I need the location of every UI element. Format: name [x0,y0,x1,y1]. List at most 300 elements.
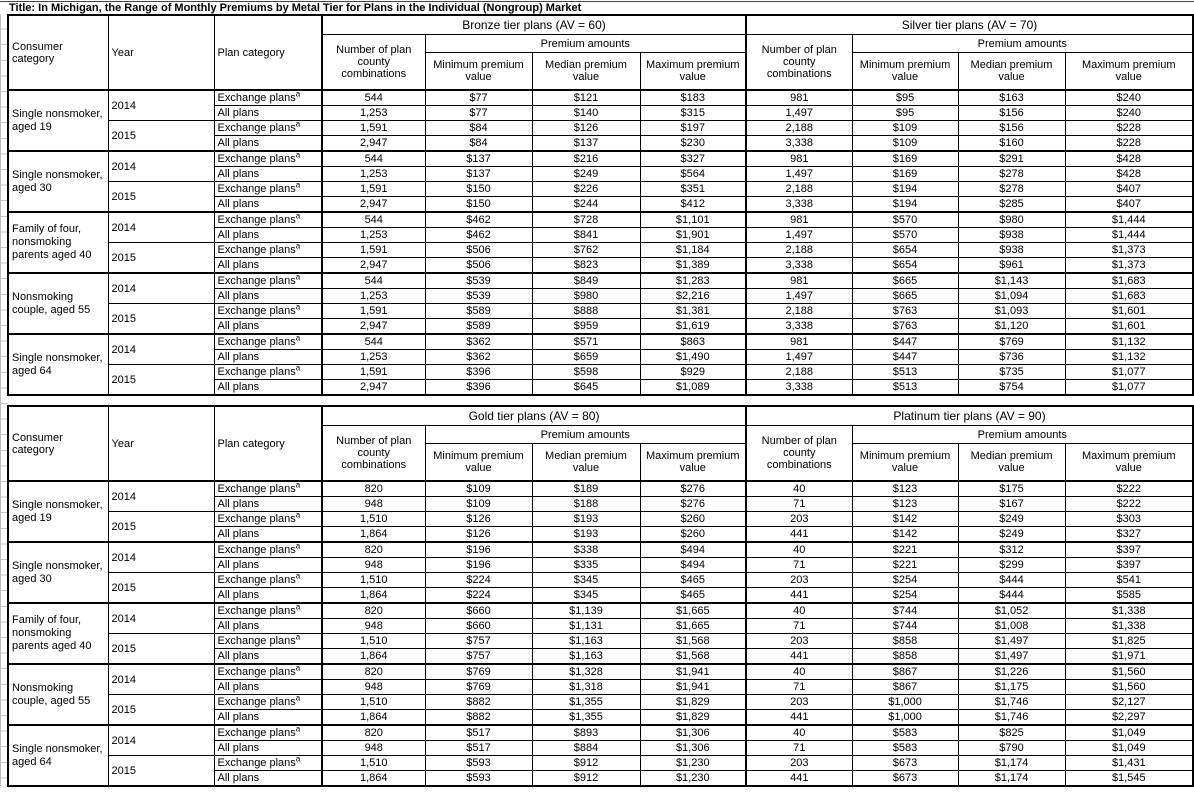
premium-value-cell: $863 [640,334,746,350]
premium-value-cell: $196 [425,542,532,558]
premium-value-cell: $858 [852,634,958,649]
combinations-value-cell: 71 [746,741,852,756]
plan-category-cell [214,512,322,527]
footnote-marker: a [295,90,301,99]
premium-value-cell: $1,568 [640,634,746,649]
plan-category-label: All plans [217,107,260,119]
premium-value-cell: $884 [532,741,640,756]
premium-value-cell: $654 [852,258,958,274]
combinations-value-cell: 1,253 [322,106,425,121]
plan-category-cell [214,197,322,213]
premium-value-cell: $1,230 [640,756,746,771]
premium-value-cell: $77 [425,106,532,121]
header-maximum-premium: Maximum premium value [640,444,746,482]
header-premium-amounts: Premium amounts [425,35,746,53]
footnote-marker: a [295,694,301,703]
consumer-category-cell: Single nonsmoker, aged 64 [8,334,108,395]
combinations-value-cell: 544 [322,90,425,106]
premium-value-cell: $140 [532,106,640,121]
plan-category-label: All plans [217,559,260,571]
premium-value-cell: $137 [425,151,532,167]
plan-category-cell [214,350,322,365]
premium-value-cell: $1,094 [958,289,1065,304]
plan-category-label: All plans [217,498,260,510]
premium-value-cell: $1,568 [640,649,746,665]
premium-value-cell: $428 [1065,151,1193,167]
year-cell: 2014 [108,212,214,243]
plan-category-label: All plans [217,137,260,149]
premium-value-cell: $1,381 [640,304,746,319]
footnote-marker: a [295,334,301,343]
plan-category-cell [214,619,322,634]
year-cell: 2014 [108,90,214,121]
premium-value-cell: $335 [532,558,640,573]
document-title: Title: In Michigan, the Range of Monthly Premiums by Metal Tier for Plans in the Individual (Nongroup) Market [9,2,582,14]
footnote-marker: a [295,273,301,282]
premium-value-cell: $126 [425,512,532,527]
premium-value-cell: $1,139 [532,603,640,619]
combinations-value-cell: 948 [322,558,425,573]
premium-value-cell: $84 [425,136,532,152]
premium-value-cell: $396 [425,365,532,380]
combinations-value-cell: 71 [746,680,852,695]
combinations-value-cell: 948 [322,619,425,634]
premium-value-cell: $462 [425,212,532,228]
plan-category-label: Exchange plans [217,483,296,495]
plan-category-cell [214,212,322,228]
premium-value-cell: $126 [532,121,640,136]
premium-value-cell: $912 [532,771,640,787]
premium-value-cell: $1,049 [1065,725,1193,741]
combinations-value-cell: 2,947 [322,197,425,213]
combinations-value-cell: 1,497 [746,228,852,243]
premium-value-cell: $673 [852,771,958,787]
plan-category-cell [214,365,322,380]
premium-value-cell: $407 [1065,197,1193,213]
combinations-value-cell: 948 [322,741,425,756]
premium-value-cell: $912 [532,756,640,771]
premium-value-cell: $1,338 [1065,603,1193,619]
combinations-value-cell: 1,497 [746,350,852,365]
premium-value-cell: $757 [425,634,532,649]
plan-category-cell [214,634,322,649]
premium-value-cell: $167 [958,497,1065,512]
premium-value-cell: $1,163 [532,634,640,649]
year-cell: 2015 [108,304,214,335]
premium-value-cell: $1,683 [1065,273,1193,289]
plan-category-label: Exchange plans [217,666,296,678]
combinations-value-cell: 441 [746,710,852,726]
plan-category-cell [214,497,322,512]
consumer-category-cell: Single nonsmoker, aged 64 [8,725,108,786]
combinations-value-cell: 1,253 [322,289,425,304]
premium-value-cell: $428 [1065,167,1193,182]
header-combinations: Number of plan county combinations [746,426,852,482]
premium-value-cell: $1,077 [1065,380,1193,396]
premium-value-cell: $1,000 [852,695,958,710]
premium-value-cell: $1,328 [532,664,640,680]
premium-value-cell: $447 [852,334,958,350]
combinations-value-cell: 1,253 [322,228,425,243]
year-cell: 2014 [108,725,214,756]
combinations-value-cell: 441 [746,771,852,787]
plan-category-cell [214,319,322,335]
premium-value-cell: $506 [425,243,532,258]
premium-value-cell: $1,560 [1065,680,1193,695]
premium-value-cell: $285 [958,197,1065,213]
combinations-value-cell: 1,591 [322,182,425,197]
premium-value-cell: $1,230 [640,771,746,787]
premium-value-cell: $1,497 [958,649,1065,665]
table-row [8,725,1193,741]
combinations-value-cell: 544 [322,334,425,350]
footnote-marker: a [295,364,301,373]
premium-value-cell: $513 [852,365,958,380]
footnote-marker: a [295,511,301,520]
combinations-value-cell: 40 [746,664,852,680]
premium-value-cell: $123 [852,481,958,497]
plan-category-cell [214,741,322,756]
premium-value-cell: $882 [425,710,532,726]
combinations-value-cell: 1,253 [322,167,425,182]
table-row [8,664,1193,680]
premium-value-cell: $570 [852,228,958,243]
premium-value-cell: $790 [958,741,1065,756]
premium-value-cell: $327 [1065,527,1193,543]
header-median-premium: Median premium value [958,444,1065,482]
premium-value-cell: $95 [852,90,958,106]
plan-category-cell [214,664,322,680]
premium-value-cell: $539 [425,289,532,304]
premium-value-cell: $291 [958,151,1065,167]
combinations-value-cell: 2,188 [746,243,852,258]
header-median-premium: Median premium value [958,53,1065,91]
combinations-value-cell: 948 [322,680,425,695]
plan-category-cell [214,334,322,350]
premium-value-cell: $494 [640,542,746,558]
premium-value-cell: $276 [640,497,746,512]
consumer-category-cell: Single nonsmoker, aged 30 [8,542,108,603]
header-consumer-category: Consumer category [8,15,108,90]
header-year: Year [108,406,214,481]
premium-value-cell: $517 [425,741,532,756]
plan-category-cell [214,649,322,665]
premium-value-cell: $589 [425,304,532,319]
combinations-value-cell: 71 [746,558,852,573]
premium-value-cell: $1,049 [1065,741,1193,756]
premium-value-cell: $1,163 [532,649,640,665]
premium-value-cell: $598 [532,365,640,380]
plan-category-cell [214,527,322,543]
premium-value-cell: $1,389 [640,258,746,274]
premium-value-cell: $1,373 [1065,258,1193,274]
plan-category-label: Exchange plans [217,727,296,739]
premium-value-cell: $893 [532,725,640,741]
header-minimum-premium: Minimum premium value [852,444,958,482]
premium-value-cell: $278 [958,182,1065,197]
premium-value-cell: $465 [640,588,746,604]
table-row [8,634,1193,649]
plan-category-label: All plans [217,681,260,693]
premium-value-cell: $121 [532,90,640,106]
combinations-value-cell: 1,510 [322,756,425,771]
header-combinations: Number of plan county combinations [322,35,425,91]
combinations-value-cell: 203 [746,695,852,710]
header-median-premium: Median premium value [532,53,640,91]
year-cell: 2015 [108,121,214,152]
premium-value-cell: $1,355 [532,710,640,726]
premium-value-cell: $226 [532,182,640,197]
table-row [8,304,1193,319]
premium-value-cell: $278 [958,167,1065,182]
premium-value-cell: $276 [640,481,746,497]
premium-value-cell: $959 [532,319,640,335]
plan-category-label: Exchange plans [217,605,296,617]
header-maximum-premium: Maximum premium value [640,53,746,91]
premium-value-cell: $841 [532,228,640,243]
premium-value-cell: $397 [1065,542,1193,558]
premium-value-cell: $228 [1065,136,1193,152]
footnote-marker: a [295,755,301,764]
table-row [8,334,1193,350]
premium-value-cell: $754 [958,380,1065,396]
premium-value-cell: $109 [852,121,958,136]
premium-value-cell: $1,601 [1065,319,1193,335]
premium-value-cell: $156 [958,106,1065,121]
plan-category-cell [214,182,322,197]
plan-category-label: Exchange plans [217,305,296,317]
consumer-category-cell: Single nonsmoker, aged 19 [8,481,108,542]
plan-category-label: All plans [217,650,260,662]
premium-value-cell: $362 [425,334,532,350]
premium-value-cell: $1,545 [1065,771,1193,787]
plan-category-label: Exchange plans [217,183,296,195]
table-row [8,273,1193,289]
premium-value-cell: $109 [425,497,532,512]
premium-value-cell: $150 [425,182,532,197]
combinations-value-cell: 820 [322,603,425,619]
consumer-category-cell: Family of four, nonsmoking parents aged 40 [8,212,108,273]
header-minimum-premium: Minimum premium value [425,444,532,482]
premium-value-cell: $193 [532,512,640,527]
premium-value-cell: $763 [852,319,958,335]
combinations-value-cell: 544 [322,273,425,289]
year-cell: 2015 [108,695,214,726]
combinations-value-cell: 820 [322,664,425,680]
premium-value-cell: $593 [425,756,532,771]
combinations-value-cell: 3,338 [746,380,852,396]
premium-value-cell: $1,120 [958,319,1065,335]
plan-category-label: Exchange plans [217,214,296,226]
plan-category-cell [214,695,322,710]
premium-value-cell: $175 [958,481,1065,497]
premium-value-cell: $1,175 [958,680,1065,695]
plan-category-label: All plans [217,168,260,180]
combinations-value-cell: 1,253 [322,350,425,365]
year-cell: 2014 [108,542,214,573]
year-cell: 2014 [108,664,214,695]
premium-value-cell: $444 [958,588,1065,604]
header-maximum-premium: Maximum premium value [1065,444,1193,482]
premium-value-cell: $183 [640,90,746,106]
plan-category-label: Exchange plans [217,92,296,104]
premium-value-cell: $1,052 [958,603,1065,619]
premium-value-cell: $1,318 [532,680,640,695]
premium-value-cell: $221 [852,558,958,573]
premium-value-cell: $938 [958,228,1065,243]
premium-value-cell: $1,901 [640,228,746,243]
premium-value-cell: $506 [425,258,532,274]
table-row [8,481,1193,497]
year-cell: 2015 [108,756,214,787]
combinations-value-cell: 441 [746,588,852,604]
premium-value-cell: $327 [640,151,746,167]
combinations-value-cell: 981 [746,151,852,167]
premium-value-cell: $517 [425,725,532,741]
premium-value-cell: $221 [852,542,958,558]
premium-value-cell: $763 [852,304,958,319]
combinations-value-cell: 1,510 [322,695,425,710]
table-row [8,756,1193,771]
premium-value-cell: $260 [640,512,746,527]
plan-category-label: All plans [217,711,260,723]
plan-category-label: All plans [217,229,260,241]
premium-value-cell: $1,306 [640,741,746,756]
tier-header-bronze: Bronze tier plans (AV = 60) [322,15,746,35]
combinations-value-cell: 1,864 [322,710,425,726]
premium-value-cell: $362 [425,350,532,365]
premium-value-cell: $888 [532,304,640,319]
plan-category-label: All plans [217,320,260,332]
premium-value-cell: $254 [852,573,958,588]
plan-category-cell [214,558,322,573]
plan-category-label: Exchange plans [217,757,296,769]
premium-value-cell: $462 [425,228,532,243]
plan-category-cell [214,481,322,497]
premium-value-cell: $645 [532,380,640,396]
premium-value-cell: $938 [958,243,1065,258]
footnote-marker: a [295,181,301,190]
header-premium-amounts: Premium amounts [425,426,746,444]
header-plan-category: Plan category [214,15,322,90]
header-minimum-premium: Minimum premium value [852,53,958,91]
consumer-category-cell: Nonsmoking couple, aged 55 [8,273,108,334]
footnote-marker: a [295,212,301,221]
combinations-value-cell: 820 [322,542,425,558]
premium-value-cell: $189 [532,481,640,497]
premium-value-cell: $744 [852,603,958,619]
header-premium-amounts: Premium amounts [852,35,1193,53]
plan-category-label: All plans [217,290,260,302]
premium-value-cell: $465 [640,573,746,588]
premium-value-cell: $1,131 [532,619,640,634]
premium-value-cell: $1,431 [1065,756,1193,771]
combinations-value-cell: 1,591 [322,304,425,319]
header-maximum-premium: Maximum premium value [1065,53,1193,91]
header-year: Year [108,15,214,90]
premium-value-cell: $769 [425,664,532,680]
combinations-value-cell: 2,947 [322,380,425,396]
plan-category-cell [214,121,322,136]
table-row [8,90,1193,106]
plan-category-label: Exchange plans [217,513,296,525]
year-cell: 2014 [108,603,214,634]
consumer-category-cell: Single nonsmoker, aged 19 [8,90,108,151]
combinations-value-cell: 1,510 [322,573,425,588]
premium-value-cell: $299 [958,558,1065,573]
combinations-value-cell: 2,947 [322,258,425,274]
combinations-value-cell: 203 [746,634,852,649]
premium-value-cell: $156 [958,121,1065,136]
premium-value-cell: $654 [852,243,958,258]
plan-category-cell [214,289,322,304]
combinations-value-cell: 40 [746,481,852,497]
premium-value-cell: $1,746 [958,695,1065,710]
combinations-value-cell: 1,510 [322,634,425,649]
premium-value-cell: $728 [532,212,640,228]
premium-value-cell: $882 [425,695,532,710]
premium-value-cell: $1,355 [532,695,640,710]
premium-value-cell: $1,174 [958,771,1065,787]
premium-value-cell: $216 [532,151,640,167]
premium-value-cell: $345 [532,573,640,588]
table-row [8,243,1193,258]
footnote-marker: a [295,481,301,490]
premium-value-cell: $2,216 [640,289,746,304]
premium-value-cell: $240 [1065,90,1193,106]
premium-value-cell: $396 [425,380,532,396]
combinations-value-cell: 948 [322,497,425,512]
premium-value-cell: $659 [532,350,640,365]
plan-category-cell [214,542,322,558]
combinations-value-cell: 981 [746,90,852,106]
plan-category-cell [214,90,322,106]
plan-category-cell [214,273,322,289]
premium-value-cell: $665 [852,289,958,304]
header-minimum-premium: Minimum premium value [425,53,532,91]
combinations-value-cell: 1,497 [746,167,852,182]
premium-value-cell: $447 [852,350,958,365]
premium-value-cell: $1,941 [640,664,746,680]
combinations-value-cell: 1,864 [322,588,425,604]
premium-value-cell: $397 [1065,558,1193,573]
combinations-value-cell: 1,591 [322,243,425,258]
plan-category-cell [214,243,322,258]
combinations-value-cell: 203 [746,756,852,771]
premium-value-cell: $230 [640,136,746,152]
plan-category-label: All plans [217,351,260,363]
consumer-category-cell: Nonsmoking couple, aged 55 [8,664,108,725]
premium-value-cell: $1,089 [640,380,746,396]
year-cell: 2015 [108,182,214,213]
footnote-marker: a [295,664,301,673]
premium-value-cell: $825 [958,725,1065,741]
plan-category-cell [214,380,322,396]
premium-value-cell: $1,746 [958,710,1065,726]
combinations-value-cell: 981 [746,334,852,350]
premium-value-cell: $1,093 [958,304,1065,319]
premium-value-cell: $660 [425,603,532,619]
premium-value-cell: $1,143 [958,273,1065,289]
plan-category-label: Exchange plans [217,244,296,256]
combinations-value-cell: 40 [746,603,852,619]
premium-value-cell: $1,444 [1065,228,1193,243]
year-cell: 2014 [108,334,214,365]
premium-value-cell: $240 [1065,106,1193,121]
premium-value-cell: $1,008 [958,619,1065,634]
premium-value-cell: $539 [425,273,532,289]
premium-value-cell: $757 [425,649,532,665]
